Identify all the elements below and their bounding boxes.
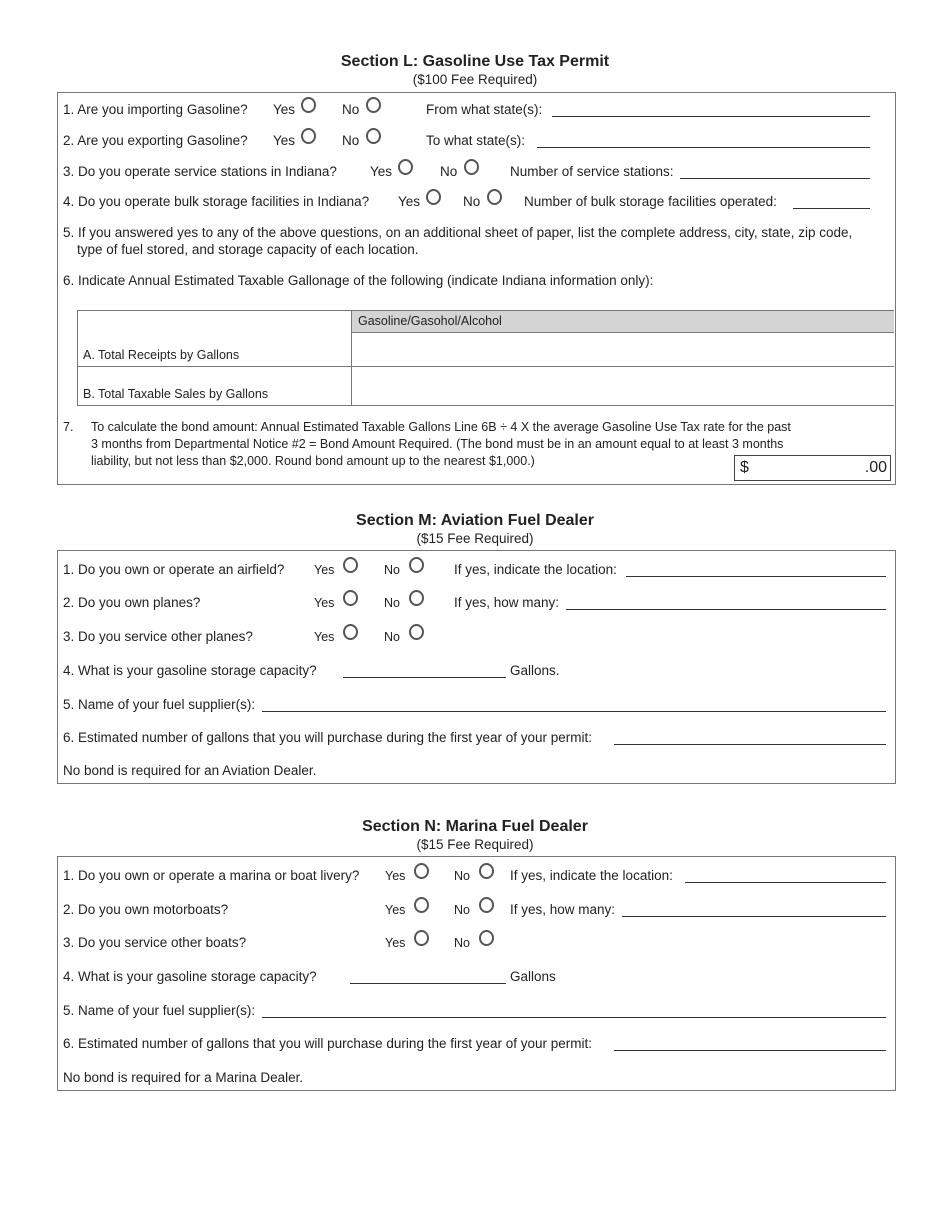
n-q3-label: 3. Do you service other boats? [63, 935, 247, 950]
m-q4-unit: Gallons. [510, 663, 560, 678]
n-q1-label: 1. Do you own or operate a marina or boat livery? [63, 868, 360, 883]
n-q3-no-radio[interactable] [479, 930, 494, 946]
n-q2-yes-label: Yes [385, 903, 406, 917]
n-q6-label: 6. Estimated number of gallons that you will purchase during the first year of your permit: [63, 1036, 593, 1051]
m-q2-field-label: If yes, how many: [454, 595, 560, 610]
m-q3-yes-radio[interactable] [343, 624, 358, 640]
n-q2-no-radio[interactable] [479, 897, 494, 913]
section-l-fee: ($100 Fee Required) [412, 72, 538, 87]
l-q1-field-label: From what state(s): [426, 102, 543, 117]
l-q4-count-input[interactable] [793, 208, 870, 209]
l-q3-count-input[interactable] [680, 178, 870, 179]
l-q3-field-label: Number of service stations: [510, 164, 674, 179]
m-q2-no-label: No [384, 596, 400, 610]
l-q3-label: 3. Do you operate service stations in Indiana? [63, 164, 337, 179]
m-q1-no-label: No [384, 563, 400, 577]
l-q2-no-label: No [342, 133, 360, 148]
l-q4-label: 4. Do you operate bulk storage facilities in Indiana? [63, 194, 370, 209]
l-q1-state-input[interactable] [552, 116, 870, 117]
l-q1-no-radio[interactable] [366, 97, 381, 113]
table-divider [352, 332, 894, 333]
table-divider [77, 310, 78, 406]
m-location-input[interactable] [626, 576, 886, 577]
l-q1-label: 1. Are you importing Gasoline? [63, 102, 248, 117]
n-q3-yes-radio[interactable] [414, 930, 429, 946]
n-q2-no-label: No [454, 903, 470, 917]
cents: .00 [864, 459, 887, 476]
l-q1-yes-label: Yes [273, 102, 296, 117]
n-q1-field-label: If yes, indicate the location: [510, 868, 673, 883]
l-q3-yes-label: Yes [370, 164, 393, 179]
l-q4-no-label: No [463, 194, 481, 209]
l-q2-field-label: To what state(s): [426, 133, 526, 148]
n-q2-field-label: If yes, how many: [510, 902, 616, 917]
row-b-input[interactable] [353, 368, 893, 404]
l-q7-line3: liability, but not less than $2,000. Round bond amount up to the nearest $1,000.) [91, 454, 535, 468]
l-q1-no-label: No [342, 102, 360, 117]
m-q3-label: 3. Do you service other planes? [63, 629, 253, 644]
l-q7-line2: 3 months from Departmental Notice #2 = Bond Amount Required. (The bond must be in an amount equal to at least 3 months [91, 437, 784, 451]
l-q2-yes-radio[interactable] [301, 128, 316, 144]
l-q2-yes-label: Yes [273, 133, 296, 148]
n-note: No bond is required for a Marina Dealer. [63, 1070, 304, 1085]
n-q1-yes-radio[interactable] [414, 863, 429, 879]
l-q4-field-label: Number of bulk storage facilities operated: [524, 194, 777, 209]
l-q4-yes-label: Yes [398, 194, 421, 209]
l-q7-number: 7. [63, 420, 74, 434]
m-q6-label: 6. Estimated number of gallons that you will purchase during the first year of your permit: [63, 730, 593, 745]
l-q5-line1: 5. If you answered yes to any of the above questions, on an additional sheet of paper, list the complete address, city, state, zip code, [63, 225, 853, 240]
n-boats-count-input[interactable] [622, 916, 886, 917]
m-q3-yes-label: Yes [314, 630, 335, 644]
m-capacity-input[interactable] [343, 677, 506, 678]
m-q5-label: 5. Name of your fuel supplier(s): [63, 697, 256, 712]
section-m-title: Section M: Aviation Fuel Dealer [356, 512, 594, 529]
m-note: No bond is required for an Aviation Dealer. [63, 763, 317, 778]
l-q2-no-radio[interactable] [366, 128, 381, 144]
l-q5-line2: type of fuel stored, and storage capacity of each location. [77, 242, 419, 257]
m-supplier-input[interactable] [262, 711, 886, 712]
table-divider [351, 310, 352, 406]
m-q3-no-radio[interactable] [409, 624, 424, 640]
n-q4-label: 4. What is your gasoline storage capacity? [63, 969, 317, 984]
n-supplier-input[interactable] [262, 1017, 886, 1018]
m-q4-label: 4. What is your gasoline storage capacity? [63, 663, 317, 678]
m-q1-no-radio[interactable] [409, 557, 424, 573]
l-q1-yes-radio[interactable] [301, 97, 316, 113]
row-a-label: A. Total Receipts by Gallons [83, 348, 240, 362]
l-q4-no-radio[interactable] [487, 189, 502, 205]
l-q3-yes-radio[interactable] [398, 159, 413, 175]
m-q3-no-label: No [384, 630, 400, 644]
bond-amount-input[interactable] [734, 455, 891, 481]
n-q2-yes-radio[interactable] [414, 897, 429, 913]
section-n-fee: ($15 Fee Required) [416, 837, 534, 852]
l-q6-label: 6. Indicate Annual Estimated Taxable Gallonage of the following (indicate Indiana information only): [63, 273, 654, 288]
n-capacity-input[interactable] [350, 983, 506, 984]
dollar-sign: $ [740, 459, 749, 476]
m-planes-count-input[interactable] [566, 609, 886, 610]
n-q3-no-label: No [454, 936, 470, 950]
m-q1-yes-radio[interactable] [343, 557, 358, 573]
m-q1-field-label: If yes, indicate the location: [454, 562, 617, 577]
row-b-label: B. Total Taxable Sales by Gallons [83, 387, 269, 401]
m-q2-label: 2. Do you own planes? [63, 595, 201, 610]
section-n-title: Section N: Marina Fuel Dealer [362, 818, 588, 835]
l-q2-label: 2. Are you exporting Gasoline? [63, 133, 248, 148]
n-q4-unit: Gallons [510, 969, 556, 984]
table-divider [77, 405, 894, 406]
n-q5-label: 5. Name of your fuel supplier(s): [63, 1003, 256, 1018]
table-divider [77, 366, 894, 367]
m-q2-no-radio[interactable] [409, 590, 424, 606]
row-a-input[interactable] [353, 334, 893, 365]
m-q2-yes-radio[interactable] [343, 590, 358, 606]
m-gallons-input[interactable] [614, 744, 886, 745]
section-l-title: Section L: Gasoline Use Tax Permit [340, 53, 610, 70]
n-q1-no-radio[interactable] [479, 863, 494, 879]
gallonage-column-header: Gasoline/Gasohol/Alcohol [358, 314, 502, 328]
n-gallons-input[interactable] [614, 1050, 886, 1051]
section-m-fee: ($15 Fee Required) [416, 531, 534, 546]
m-q1-label: 1. Do you own or operate an airfield? [63, 562, 285, 577]
n-q2-label: 2. Do you own motorboats? [63, 902, 229, 917]
n-q1-yes-label: Yes [385, 869, 406, 883]
n-q1-no-label: No [454, 869, 470, 883]
n-q3-yes-label: Yes [385, 936, 406, 950]
l-q3-no-radio[interactable] [464, 159, 479, 175]
l-q2-state-input[interactable] [537, 147, 870, 148]
l-q4-yes-radio[interactable] [426, 189, 441, 205]
n-location-input[interactable] [685, 882, 886, 883]
m-q1-yes-label: Yes [314, 563, 335, 577]
m-q2-yes-label: Yes [314, 596, 335, 610]
l-q3-no-label: No [440, 164, 458, 179]
table-divider [77, 310, 894, 311]
l-q7-line1: To calculate the bond amount: Annual Estimated Taxable Gallons Line 6B ÷ 4 X the average Gasoline Use Tax rate for the past [91, 420, 791, 434]
